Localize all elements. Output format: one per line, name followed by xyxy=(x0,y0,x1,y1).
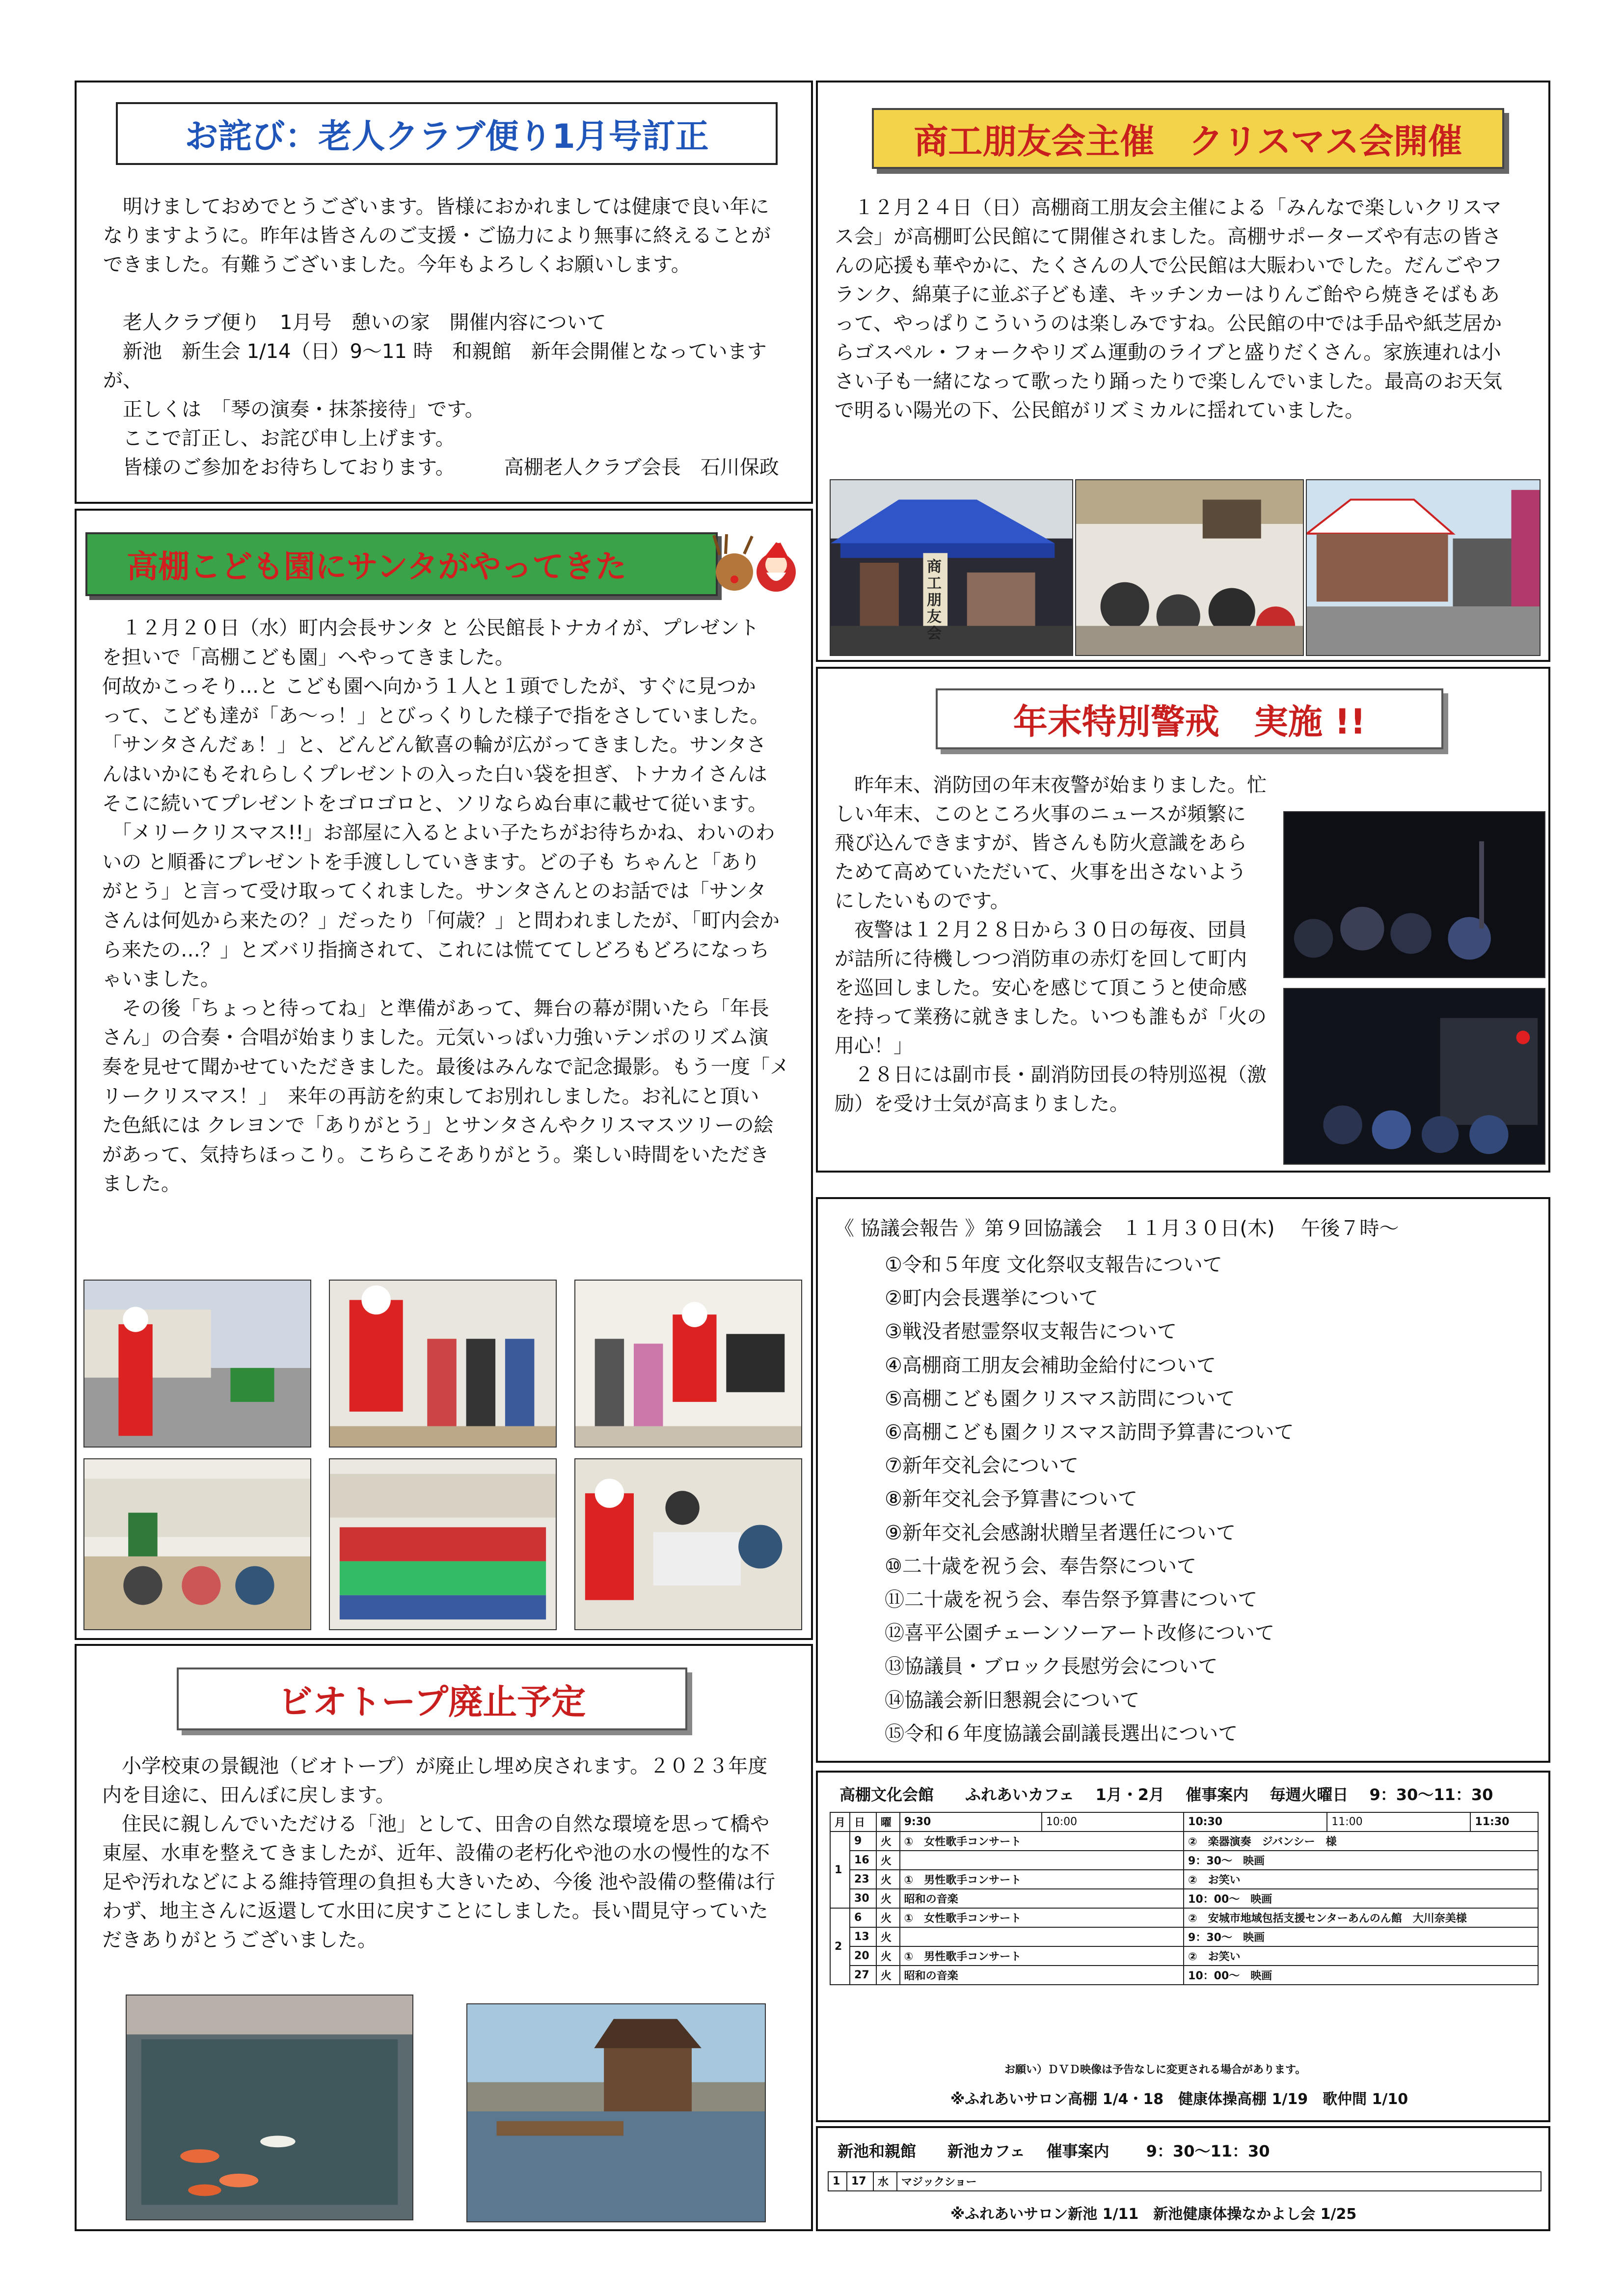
niike-dow: 水 xyxy=(873,2172,897,2191)
patrol-section xyxy=(816,667,1550,1173)
cafe-slot-b: ② お笑い xyxy=(1184,1946,1538,1966)
santa-photo-2 xyxy=(329,1280,557,1448)
niike-section xyxy=(816,2126,1550,2231)
cafe-slot-a: ① 男性歌手コンサート xyxy=(900,1946,1184,1966)
agenda-item: ④高棚商工朋友会補助金給付について xyxy=(885,1354,1217,1377)
cafe-row xyxy=(830,1870,1538,1889)
col-month: 月 xyxy=(830,1812,850,1831)
cafe-header: 高棚文化会館 ふれあいカフェ 1月・2月 催事案内 毎週火曜日 9：30～11：30 xyxy=(839,1785,1493,1804)
col-time-1000: 10:00 xyxy=(1042,1812,1184,1831)
agenda-item: ⑧新年交礼会予算書について xyxy=(885,1488,1138,1511)
apology-text: 明けましておめでとうございます。皆様におかれましては健康で良い年に なりますように。昨年は皆さんのご支援・ご協力により無事に終えることが できました。有難うございました。今年もよろしくお願いします。 老人クラブ便り 1月号 憩いの家 開催内容について 新池 新生会 1/14（日）9～11 時 和親館 新年会開催となっていますが、 正しくは 「琴の演奏・抹茶接待」です。 ここで訂正し、お詫び申し上げます。 皆様のご参加をお待ちしております。 高棚老人クラブ会長 石川保政 xyxy=(103,195,779,479)
christmas-photo-tent xyxy=(830,479,1073,656)
cafe-section xyxy=(816,1771,1550,2122)
cafe-table-header xyxy=(830,1812,1538,1831)
agenda-item: ⑨新年交礼会感謝状贈呈者選任について xyxy=(885,1521,1236,1544)
council-agenda-list xyxy=(885,1248,1523,1750)
niike-table xyxy=(828,2171,1542,2191)
agenda-item: ⑤高棚こども園クリスマス訪問について xyxy=(885,1387,1235,1410)
council-section xyxy=(816,1197,1550,1763)
santa-title: 高棚こども園にサンタがやってきた xyxy=(85,532,718,596)
santa-photo-6 xyxy=(574,1458,802,1630)
biotope-photo-hut xyxy=(466,2003,766,2222)
cafe-row xyxy=(830,1889,1538,1908)
biotope-title: ビオトープ廃止予定 xyxy=(177,1667,687,1730)
agenda-item: ⑫喜平公園チェーンソーアート改修について xyxy=(885,1622,1274,1645)
cafe-slot-a: 昭和の音楽 xyxy=(900,1966,1184,1985)
cafe-slot-b: 10：00～ 映画 xyxy=(1184,1889,1538,1908)
cafe-month: 1 xyxy=(830,1831,850,1908)
cafe-salon: ※ふれあいサロン高棚 1/4・18 健康体操高棚 1/19 歌仲間 1/10 xyxy=(950,2091,1408,2108)
cafe-slot-b: 9：30～ 映画 xyxy=(1184,1851,1538,1870)
niike-row xyxy=(828,2172,1541,2191)
cafe-day: 16 xyxy=(850,1851,876,1870)
col-time-1100: 11:00 xyxy=(1327,1812,1470,1831)
cafe-slot-a: ① 女性歌手コンサート xyxy=(900,1831,1184,1851)
cafe-day: 13 xyxy=(850,1927,876,1946)
niike-event: マジックショー xyxy=(897,2172,1541,2191)
agenda-item: ⑩二十歳を祝う会、奉告祭について xyxy=(885,1555,1197,1578)
cafe-row xyxy=(830,1946,1538,1966)
cafe-slot-a: ① 男性歌手コンサート xyxy=(900,1870,1184,1889)
santa-photo-3 xyxy=(574,1280,802,1448)
patrol-title: 年末特別警戒 実施 !! xyxy=(936,688,1443,749)
niike-salon: ※ふれあいサロン新池 1/11 新池健康体操なかよし会 1/25 xyxy=(950,2206,1357,2223)
cafe-slot-a: 昭和の音楽 xyxy=(900,1889,1184,1908)
cafe-day: 23 xyxy=(850,1870,876,1889)
col-dow: 曜 xyxy=(876,1812,900,1831)
cafe-day: 20 xyxy=(850,1946,876,1966)
agenda-item: ⑬協議員・ブロック長慰労会について xyxy=(885,1655,1218,1678)
cafe-table xyxy=(830,1812,1539,1985)
cafe-slot-a xyxy=(900,1851,1184,1870)
cafe-dow: 火 xyxy=(876,1831,900,1851)
cafe-row xyxy=(830,1927,1538,1946)
cafe-row xyxy=(830,1851,1538,1870)
christmas-title: 商工朋友会主催 クリスマス会開催 xyxy=(872,108,1504,169)
christmas-photo-stalls xyxy=(1306,479,1541,656)
agenda-item: ⑭協議会新旧懇親会について xyxy=(885,1689,1140,1712)
cafe-row xyxy=(830,1908,1538,1927)
santa-section xyxy=(75,509,813,1640)
cafe-slot-b: 9：30～ 映画 xyxy=(1184,1927,1538,1946)
cafe-day: 6 xyxy=(850,1908,876,1927)
agenda-item: ⑦新年交礼会について xyxy=(885,1454,1079,1477)
christmas-photo-hall xyxy=(1075,479,1304,656)
agenda-item: ③戦没者慰霊祭収支報告について xyxy=(885,1320,1177,1343)
cafe-dow: 火 xyxy=(876,1908,900,1927)
niike-header: 新池和親館 新池カフェ 催事案内 9：30～11：30 xyxy=(838,2142,1270,2160)
cafe-slot-a xyxy=(900,1927,1184,1946)
cafe-month: 2 xyxy=(830,1908,850,1985)
cafe-dow: 火 xyxy=(876,1851,900,1870)
christmas-section xyxy=(816,81,1550,662)
cafe-note: お願い）ＤＶＤ映像は予告なしに変更される場合があります。 xyxy=(1004,2064,1306,2076)
cafe-dow: 火 xyxy=(876,1946,900,1966)
col-day: 日 xyxy=(850,1812,876,1831)
apology-title: お詫び：老人クラブ便り1月号訂正 xyxy=(116,102,778,165)
cafe-slot-a: ① 女性歌手コンサート xyxy=(900,1908,1184,1927)
patrol-text: 昨年末、消防団の年末夜警が始まりました。忙 しい年末、このところ火事のニュースが頻繁に 飛び込んできますが、皆さんも防火意識をあら ためて高めていただいて、火事を出さないよう にしたいものです。 夜警は１２月２８日から３０日の毎夜、団員 が詰所に待機しつつ消防車の赤灯を回して町内 を巡回しました。安心を感じて頂こうと使命感 を持って業務に就きました。いつも誰もが「火の 用心！」 ２８日には副市長・副消防団長の特別巡視（激 励）を受け士気が高まりました。 xyxy=(835,774,1267,1115)
tent-sign: 商工朋友会 xyxy=(927,558,942,642)
col-time-0930: 9:30 xyxy=(900,1812,1042,1831)
biotope-section xyxy=(75,1644,813,2231)
christmas-text: １２月２４日（日）高棚商工朋友会主催による「みんなで楽しいクリスマ ス会」が高棚町公民館にて開催されました。高棚サポーターズや有志の皆さ んの応援も華やかに、たくさんの人で公民館は大賑わいでした。だんごやフ ランク、綿菓子に並ぶ子ども達、キッチンカーはりんご飴やら焼きそばもあ って、やっぱりこういうのは楽しみですね。公民館の中では手品や紙芝居か らゴスペル・フォークやリズム運動のライブと盛りだくさん。家族連れは小 さい子も一緒になって歌ったり踊ったりで楽しんでいました。最高のお天気 で明るい陽光の下、公民館がリズミカルに揺れていました。 xyxy=(835,196,1502,422)
cafe-day: 9 xyxy=(850,1831,876,1851)
agenda-item: ⑥高棚こども園クリスマス訪問予算書について xyxy=(885,1421,1294,1444)
niike-month: 1 xyxy=(828,2172,847,2191)
santa-text: １２月２０日（水）町内会長サンタ と 公民館長トナカイが、プレゼント を担いで「高棚こども園」へやってきました。 何故かこっそり…と こども園へ向かう１人と１頭でしたが、すぐに見つか って、こども達が「あ～っ！」とびっくりした様子で指をさしていました。 「サンタさんだぁ！」と、どんどん歓喜の輪が広がってきました。サンタさ んはいかにもそれらしくプレゼントの入った白い袋を担ぎ、トナカイさんは そこに続いてプレゼントをゴロゴロと、ソリならぬ台車に載せて従います。 「メリークリスマス!!」お部屋に入るとよい子たちがお待ちかね、わいのわ いの と順番にプレゼントを手渡ししていきます。どの子も ちゃんと「あり がとう」と言って受け取ってくれました。サンタさんとのお話では「サンタ さんは何処から来たの？」だったり「何歳？」と問われましたが、「町内会か ら来たの…？」とズバリ指摘されて、これには慌ててしどろもどろになっち ゃいました。 その後「ちょっと待ってね」と準備があって、舞台の幕が開いたら「年長 さん」の合奏・合唱が始まりました。元気いっぱい力強いテンポのリズム演 奏を見せて聞かせていただきました。最後はみんなで記念撮影。もう一度「メ リークリスマス！」 来年の再訪を約束してお別れしました。お礼にと頂い た色紙には クレヨンで「ありがとう」とサンタさんやクリスマスツリーの絵 があって、気持ちほっこり。こちらこそありがとう。楽しい時間をいただき ました。 xyxy=(102,617,789,1196)
cafe-dow: 火 xyxy=(876,1870,900,1889)
cafe-day: 27 xyxy=(850,1966,876,1985)
reindeer-santa-icon xyxy=(705,530,803,604)
cafe-dow: 火 xyxy=(876,1927,900,1946)
cafe-slot-b: ② 楽器演奏 ジバンシー 様 xyxy=(1184,1831,1538,1851)
cafe-slot-b: ② お笑い xyxy=(1184,1870,1538,1889)
niike-day: 17 xyxy=(847,2172,873,2191)
agenda-item: ⑪二十歳を祝う会、奉告祭予算書について xyxy=(885,1588,1258,1612)
agenda-item: ⑮令和６年度協議会副議長選出について xyxy=(885,1722,1238,1745)
council-header: 《 協議会報告 》第９回協議会 １１月３０日(木) 午後７時～ xyxy=(835,1217,1399,1240)
santa-photo-4 xyxy=(83,1458,311,1630)
cafe-dow: 火 xyxy=(876,1966,900,1985)
cafe-row xyxy=(830,1966,1538,1985)
agenda-item: ①令和５年度 文化祭収支報告について xyxy=(885,1254,1222,1276)
cafe-day: 30 xyxy=(850,1889,876,1908)
santa-photo-1 xyxy=(83,1280,311,1448)
col-time-1130: 11:30 xyxy=(1470,1812,1538,1831)
biotope-text: 小学校東の景観池（ビオトープ）が廃止し埋め戻されます。２０２３年度 内を目途に、田んぼに戻します。 住民に親しんでいただける「池」として、田舎の自然な環境を思って橋や 東屋、水車を整えてきましたが、近年、設備の老朽化や池の水の慢性的な不 足や汚れなどによる維持管理の負担も大きいため、今後 池や設備の整備は行 わず、地主さんに返還して水田に戻すことにしました。長い間見守っていた だきありがとうございました。 xyxy=(102,1755,776,1951)
cafe-row xyxy=(830,1831,1538,1851)
cafe-dow: 火 xyxy=(876,1889,900,1908)
agenda-item: ②町内会長選挙について xyxy=(885,1287,1099,1310)
apology-section xyxy=(75,81,813,504)
santa-photo-5 xyxy=(329,1458,557,1630)
biotope-photo-pond xyxy=(126,1995,413,2220)
cafe-slot-b: 10：00～ 映画 xyxy=(1184,1966,1538,1985)
col-time-1030: 10:30 xyxy=(1184,1812,1327,1831)
cafe-slot-b: ② 安城市地域包括支援センターあんのん館 大川奈美様 xyxy=(1184,1908,1538,1927)
patrol-photo-1 xyxy=(1283,811,1545,978)
patrol-photo-2 xyxy=(1283,988,1545,1165)
